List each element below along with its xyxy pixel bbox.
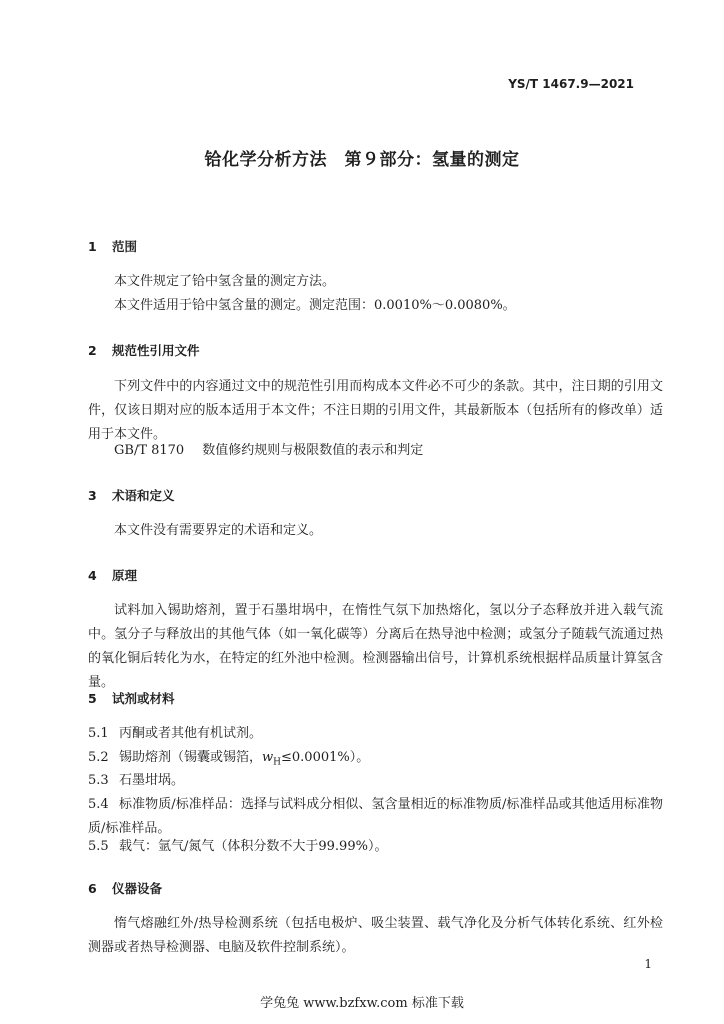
normative-reference <box>114 439 423 463</box>
section-title: 范围 <box>112 239 138 254</box>
section-title: 规范性引用文件 <box>112 343 200 358</box>
page-number: 1 <box>644 957 652 971</box>
list-item <box>88 769 184 793</box>
section-number: 1 <box>88 239 97 254</box>
paragraph: 下列文件中的内容通过文中的规范性引用而构成本文件必不可少的条款。其中，注日期的引用文件，仅该日期对应的版本适用于本文件；不注日期的引用文件，其最新版本（包括所有的修改单）适用于本文件。 <box>88 379 663 442</box>
paragraph: 惰气熔融红外/热导检测系统（包括电极炉、吸尘装置、载气净化及分析气体转化系统、红外检测器或者热导检测器、电脑及软件控制系统）。 <box>88 916 663 955</box>
section-number: 4 <box>88 568 97 583</box>
item-text: 石墨坩埚。 <box>119 773 185 788</box>
section-3-heading <box>88 486 175 504</box>
section-1-heading <box>88 237 137 255</box>
item-number: 5.3 <box>88 773 109 788</box>
reference-title: 数值修约规则与极限数值的表示和判定 <box>202 443 424 458</box>
item-number: 5.1 <box>88 726 109 741</box>
section-title: 原理 <box>112 568 138 583</box>
list-item <box>88 835 387 859</box>
section-title: 术语和定义 <box>112 488 175 503</box>
section-title: 仪器设备 <box>112 881 163 896</box>
section-4-heading <box>88 566 137 584</box>
section-5-heading <box>88 689 175 707</box>
list-item <box>88 722 262 746</box>
item-text: 丙酮或者其他有机试剂。 <box>119 726 263 741</box>
item-text: 载气：氩气/氮气（体积分数不大于99.99%）。 <box>119 839 388 854</box>
item-number: 5.2 <box>88 750 109 765</box>
standard-number: YS/T 1467.9—2021 <box>508 77 634 91</box>
paragraph: 本文件规定了铪中氢含量的测定方法。 <box>114 274 336 289</box>
mass-fraction-symbol: w <box>262 750 274 765</box>
section-6-heading <box>88 879 162 897</box>
item-number: 5.4 <box>88 797 109 812</box>
section-number: 6 <box>88 881 97 896</box>
item-number: 5.5 <box>88 839 109 854</box>
list-item <box>88 793 663 841</box>
section-2-heading <box>88 341 200 359</box>
section-title: 试剂或材料 <box>112 691 175 706</box>
section-number: 3 <box>88 488 97 503</box>
section-number: 5 <box>88 691 97 706</box>
mass-fraction-subscript: H <box>273 757 282 768</box>
item-text: ≤0.0001%）。 <box>281 750 370 765</box>
document-title: 铪化学分析方法 第９部分：氢量的测定 <box>204 150 520 170</box>
paragraph: 试料加入锡助熔剂，置于石墨坩埚中，在惰性气氛下加热熔化，氢以分子态释放并进入载气流中。氢分子与释放出的其他气体（如一氧化碳等）分离后在热导池中检测；或氢分子随载气流通过热的氧化铜后转化为水，在特定的红外池中检测。检测器输出信号，计算机系统根据样品质量计算氢含量。 <box>88 603 663 690</box>
paragraph: 本文件没有需要界定的术语和定义。 <box>114 523 323 538</box>
paragraph: 本文件适用于铪中氢含量的测定。测定范围：0.0010%～0.0080%。 <box>114 298 516 313</box>
item-text: 标准物质/标准样品：选择与试料成分相似、氢含量相近的标准物质/标准样品或其他适用标准物质/标准样品。 <box>88 797 663 836</box>
reference-code: GB/T 8170 <box>114 443 185 458</box>
section-number: 2 <box>88 343 97 358</box>
item-text: 锡助熔剂（锡囊或锡箔， <box>119 750 263 765</box>
footer-watermark: 学兔兔 www.bzfxw.com 标准下载 <box>260 996 464 1011</box>
